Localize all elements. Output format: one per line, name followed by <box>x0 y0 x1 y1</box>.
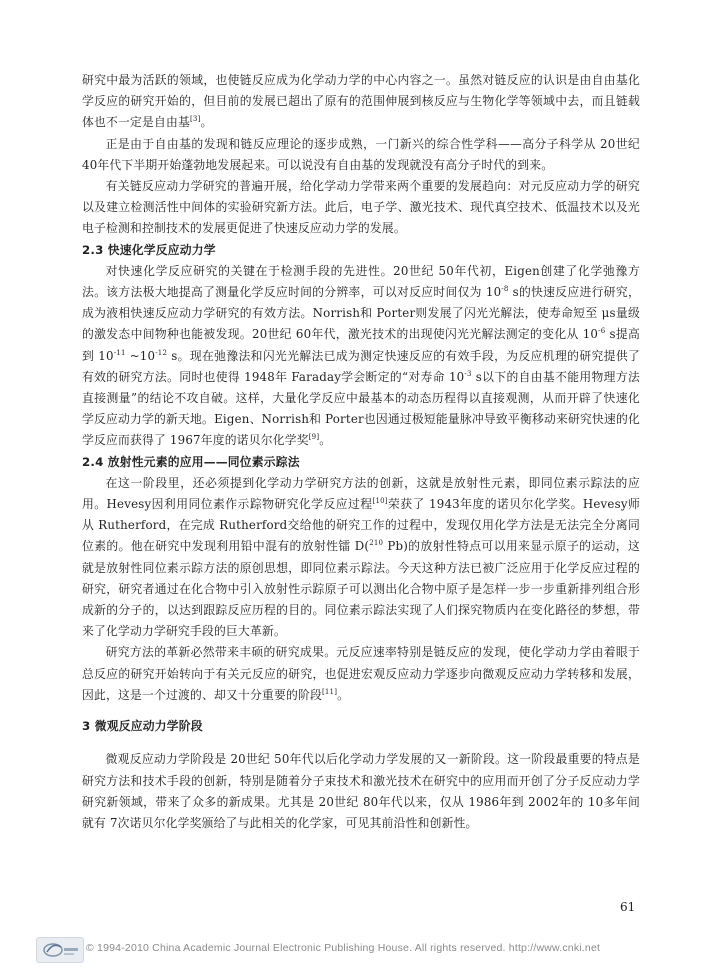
cnki-logo-icon <box>36 937 84 963</box>
paragraph-4: 对快速化学反应研究的关键在于检测手段的先进性。20世纪 50年代初，Eigen创建了化学弛豫方法。该方法极大地提高了测量化学反应时间的分辨率，可以对反应时间仅为 $10^{-8}$ s的快速反应进行研究，成为液相快速反应动力学研究的有效方法。Norrish和 Porter则发展了闪光光解法，使寿命短至 μs量级的激发态中间物种也能被发现。20世纪 60年代，激光技术的出现使闪光光解法测定的变化从 $10^{-6}$ s提高到 $10^{-11}$ $\sim 10^{-12}$ s。现在弛豫法和闪光光解法已成为测定快速反应的有效手段，为反应机理的研究提供了有效的研究方法。同时也使得 1948年 Faraday学会断定的“对寿命 $10^{-3}$ s以下的自由基不能用物理方法直接测量”的结论不攻自破。这样，大量化学反应中最基本的动态历程得以直接观测，从而开辟了快速化学反应动力学的新天地。Eigen、Norrish和 Porter也因通过极短能量脉冲导致平衡移动来研究快速的化学反应而获得了 1967年度的诺贝尔化学奖[9]。 <box>82 263 641 448</box>
paragraph-6: 研究方法的革新必然带来丰硕的研究成果。元反应速率特别是链反应的发现，使化学动力学由着眼于总反应的研究开始转向于有关元反应的研究，也促进宏观反应动力学逐步向微观反应动力学转移和发展，因此，这是一个过渡的、却又十分重要的阶段[11]。 <box>82 645 640 702</box>
section-heading-3: 3 微观反应动力学阶段 <box>82 719 203 734</box>
citation-11: [11] <box>321 687 338 696</box>
paragraph-2: 正是由于自由基的发现和链反应理论的逐步成熟，一门新兴的综合性学科——高分子科学从 20世纪 40年代下半期开始蓬勃地发展起来。可以说没有自由基的发现就没有高分子时代的到来。 <box>82 136 640 172</box>
article-body <box>82 70 640 834</box>
section-heading-2-4: 2.4 放射性元素的应用——同位素示踪法 <box>82 454 300 469</box>
citation-9: [9] <box>308 433 320 442</box>
paragraph-5: 在这一阶段里，还必须提到化学动力学研究方法的创新，这就是放射性元素，即同位素示踪法的应用。Hevesy因利用同位素作示踪物研究化学反应过程[10]荣获了 1943年度的诺贝尔化学奖。Hevesy师从 Rutherford，在完成 Rutherford交给他的研究工作的过程中，发现仅用化学方法是无法完全分离同位素的。他在研究中发现利用铅中混有的放射性镭 D($^{210}$ Pb)的放射性特点可以用来显示原子的运动，这就是放射性同位素示踪方法的原创思想，即同位素示踪法。今天这种方法已被广泛应用于化学反应过程的研究，研究者通过在化合物中引入放射性示踪原子可以测出化合物中原子是怎样一步一步重新排列组合形成新的分子的，以达到跟踪反应历程的目的。同位素示踪法实现了人们探究物质内在变化路径的梦想，带来了化学动力学研究手段的巨大革新。 <box>82 475 641 639</box>
paragraph-1: 研究中最为活跃的领域，也使链反应成为化学动力学的中心内容之一。虽然对链反应的认识是由自由基化学反应的研究开始的，但目前的发展已超出了原有的范围伸展到核反应与生物化学等领域中去，而且链载体也不一定是自由基[3]。 <box>82 73 640 130</box>
section-heading-2-3: 2.3 快速化学反应动力学 <box>82 242 216 257</box>
citation-10: [10] <box>372 497 388 506</box>
copyright-notice: © 1994-2010 China Academic Journal Electronic Publishing House. All rights reserved. http://www.cnki.net <box>86 942 601 954</box>
paragraph-7: 微观反应动力学阶段是 20世纪 50年代以后化学动力学发展的又一新阶段。这一阶段最重要的特点是研究方法和技术手段的创新，特别是随着分子束技术和激光技术在研究中的应用而开创了分子反应动力学研究新领域，带来了众多的新成果。尤其是 20世纪 80年代以来，仅从 1986年到 2002年的 10多年间就有 7次诺贝尔化学奖颁给了与此相关的化学家，可见其前沿性和创新性。 <box>82 752 640 830</box>
paragraph-3: 有关链反应动力学研究的普遍开展，给化学动力学带来两个重要的发展趋向：对元反应动力学的研究以及建立检测活性中间体的实验研究新方法。此后，电子学、激光技术、现代真空技术、低温技术以及光电子检测和控制技术的发展更促进了快速反应动力学的发展。 <box>82 179 640 236</box>
footer <box>0 930 722 970</box>
citation-3: [3] <box>189 115 201 124</box>
page-number: 61 <box>620 900 636 914</box>
